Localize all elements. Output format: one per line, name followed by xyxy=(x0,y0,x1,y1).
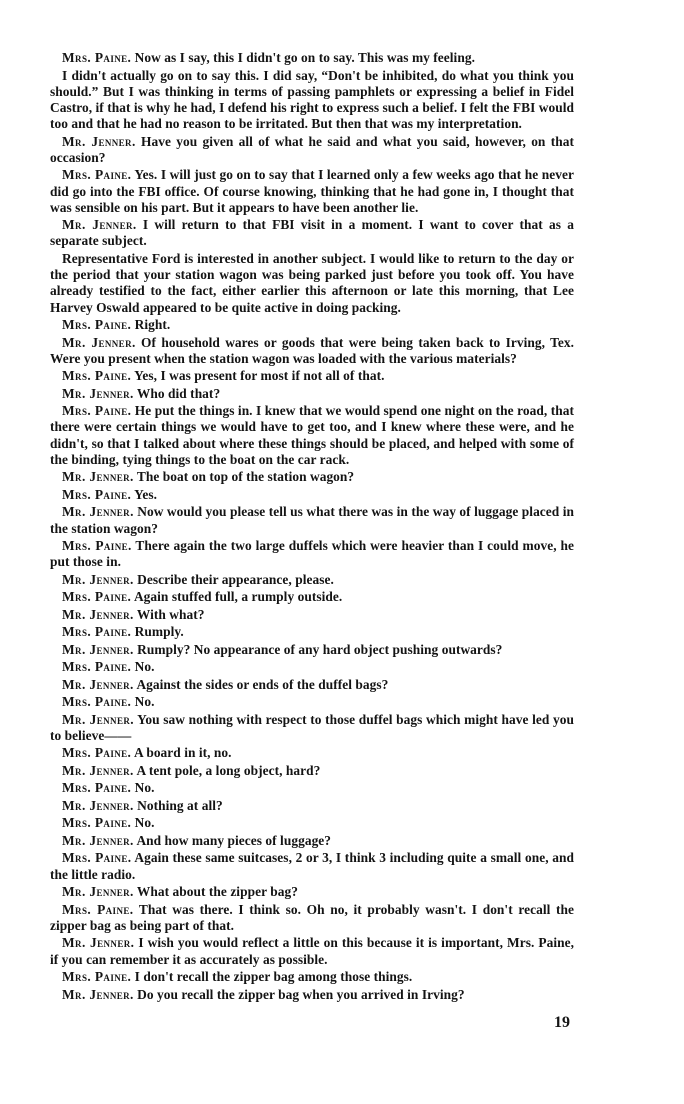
testimony-paragraph xyxy=(50,677,574,693)
testimony-paragraph xyxy=(50,50,574,66)
paragraph-text: No. xyxy=(131,694,155,710)
testimony-paragraph xyxy=(50,469,574,485)
paragraph-text: A board in it, no. xyxy=(131,745,232,761)
paragraph-text: I wish you would reflect a little on this because it is important, Mrs. Paine, if you can remember it as accurately as possible. xyxy=(50,935,575,967)
testimony-paragraph xyxy=(50,317,574,333)
testimony-paragraph xyxy=(50,833,574,849)
speaker-name: Mrs. Paine. xyxy=(62,780,132,796)
speaker-name: Mrs. Paine. xyxy=(62,403,132,419)
speaker-name: Mrs. Paine. xyxy=(62,745,132,761)
testimony-text xyxy=(50,50,574,1004)
speaker-name: Mr. Jenner. xyxy=(62,797,134,813)
speaker-name: Mrs. Paine. xyxy=(62,694,132,710)
testimony-paragraph xyxy=(50,403,574,468)
testimony-paragraph xyxy=(50,694,574,710)
testimony-paragraph xyxy=(50,763,574,779)
paragraph-text: Yes. I will just go on to say that I learned only a few weeks ago that he never did go into the FBI office. Of course knowing, thinking that he had gone in, I thought that was sensible on his part. But it appears to have been another lie. xyxy=(50,167,574,215)
testimony-paragraph xyxy=(50,987,574,1003)
speaker-name: Mr. Jenner. xyxy=(62,606,134,622)
testimony-paragraph xyxy=(50,884,574,900)
speaker-name: Mrs. Paine. xyxy=(62,901,134,917)
speaker-name: Mrs. Paine. xyxy=(62,969,132,985)
testimony-paragraph xyxy=(50,572,574,588)
testimony-paragraph xyxy=(50,798,574,814)
speaker-name: Mr. Jenner. xyxy=(62,133,136,149)
testimony-paragraph xyxy=(50,624,574,640)
paragraph-text: The boat on top of the station wagon? xyxy=(133,469,355,485)
paragraph-text: Representative Ford is interested in another subject. I would like to return to the day or the period that your station wagon was being parked just before you took off. You have already testified to the fact, either earlier this afternoon or late this morning, that Lee Harvey Oswald appeared to be quite active in doing packing. xyxy=(50,250,574,315)
speaker-name: Mr. Jenner. xyxy=(62,469,134,485)
testimony-paragraph xyxy=(50,134,574,166)
testimony-paragraph xyxy=(50,589,574,605)
paragraph-text: Who did that? xyxy=(133,385,221,401)
speaker-name: Mrs. Paine. xyxy=(62,659,132,675)
paragraph-text: Now would you please tell us what there was in the way of luggage placed in the station wagon? xyxy=(50,504,575,536)
testimony-paragraph xyxy=(50,850,574,882)
testimony-paragraph xyxy=(50,538,574,570)
paragraph-text: That was there. I think so. Oh no, it probably wasn't. I don't recall the zipper bag as being part of that. xyxy=(50,901,574,933)
speaker-name: Mrs. Paine. xyxy=(62,317,132,333)
speaker-name: Mrs. Paine. xyxy=(62,624,132,640)
speaker-name: Mr. Jenner. xyxy=(62,504,134,520)
speaker-name: Mr. Jenner. xyxy=(62,217,137,233)
paragraph-text: I will return to that FBI visit in a moment. I want to cover that as a separate subject. xyxy=(50,217,574,249)
paragraph-text: Again these same suitcases, 2 or 3, I think 3 including quite a small one, and the little radio. xyxy=(50,850,574,882)
speaker-name: Mr. Jenner. xyxy=(62,986,134,1002)
speaker-name: Mrs. Paine. xyxy=(62,486,132,502)
paragraph-text: Again stuffed full, a rumply outside. xyxy=(131,589,343,605)
paragraph-text: No. xyxy=(131,815,155,831)
testimony-paragraph xyxy=(50,167,574,216)
paragraph-text: Describe their appearance, please. xyxy=(133,571,334,587)
speaker-name: Mr. Jenner. xyxy=(62,832,134,848)
speaker-name: Mrs. Paine. xyxy=(62,850,132,866)
testimony-paragraph xyxy=(50,68,574,133)
speaker-name: Mr. Jenner. xyxy=(62,762,134,778)
testimony-paragraph xyxy=(50,368,574,384)
testimony-paragraph xyxy=(50,712,574,744)
testimony-paragraph xyxy=(50,607,574,623)
speaker-name: Mrs. Paine. xyxy=(62,815,132,831)
paragraph-text: Right. xyxy=(131,317,171,333)
paragraph-text: He put the things in. I knew that we would spend one night on the road, that there were certain things we would have to get too, and I knew where these were, and he didn't, so that I talked about where these things should be placed, and helped with some of the binding, tying things to the boat on the car rack. xyxy=(50,403,574,467)
speaker-name: Mr. Jenner. xyxy=(62,641,134,657)
testimony-paragraph xyxy=(50,487,574,503)
speaker-name: Mr. Jenner. xyxy=(62,334,136,350)
paragraph-text: Yes. xyxy=(131,486,158,502)
speaker-name: Mr. Jenner. xyxy=(62,385,134,401)
paragraph-text: I didn't actually go on to say this. I did say, “Don't be inhibited, do what you think you should.” But I was thinking in terms of passing pamphlets or expressing a belief in Fidel Castro, if that is why he had, I defend his right to express such a belief. I felt the FBI would too and that he had no reason to be irritated. But then that was my interpretation. xyxy=(50,67,574,132)
paragraph-text: No. xyxy=(131,780,155,796)
speaker-name: Mr. Jenner. xyxy=(62,571,134,587)
speaker-name: Mrs. Paine. xyxy=(62,368,132,384)
paragraph-text: Nothing at all? xyxy=(133,797,223,813)
speaker-name: Mrs. Paine. xyxy=(62,50,132,65)
testimony-paragraph xyxy=(50,504,574,536)
paragraph-text: What about the zipper bag? xyxy=(133,884,298,900)
testimony-paragraph xyxy=(50,815,574,831)
speaker-name: Mr. Jenner. xyxy=(62,711,135,727)
speaker-name: Mr. Jenner. xyxy=(62,676,134,692)
paragraph-text: Rumply? No appearance of any hard object pushing outwards? xyxy=(133,641,503,657)
paragraph-text: Have you given all of what he said and what you said, however, on that occasion? xyxy=(50,133,575,165)
paragraph-text: Do you recall the zipper bag when you arrived in Irving? xyxy=(133,986,465,1002)
paragraph-text: A tent pole, a long object, hard? xyxy=(133,762,321,778)
page-number: 19 xyxy=(554,1014,570,1031)
paragraph-text: Of household wares or goods that were being taken back to Irving, Tex. Were you present when the station wagon was loaded with the various materials? xyxy=(50,334,574,366)
paragraph-text: Against the sides or ends of the duffel bags? xyxy=(133,676,389,692)
paragraph-text: Now as I say, this I didn't go on to say. This was my feeling. xyxy=(131,50,475,65)
paragraph-text: I don't recall the zipper bag among those things. xyxy=(131,969,413,985)
testimony-paragraph xyxy=(50,780,574,796)
speaker-name: Mrs. Paine. xyxy=(62,538,132,554)
paragraph-text: With what? xyxy=(133,606,205,622)
testimony-paragraph xyxy=(50,335,574,367)
paragraph-text: Rumply. xyxy=(131,624,184,640)
testimony-paragraph xyxy=(50,251,574,316)
speaker-name: Mr. Jenner. xyxy=(62,884,134,900)
testimony-paragraph xyxy=(50,902,574,934)
speaker-name: Mr. Jenner. xyxy=(62,935,135,951)
paragraph-text: No. xyxy=(131,659,155,675)
paragraph-text: And how many pieces of luggage? xyxy=(133,832,332,848)
paragraph-text: You saw nothing with respect to those duffel bags which might have led you to believe—— xyxy=(50,711,574,743)
testimony-paragraph xyxy=(50,642,574,658)
testimony-paragraph xyxy=(50,217,574,249)
testimony-paragraph xyxy=(50,659,574,675)
paragraph-text: Yes, I was present for most if not all of that. xyxy=(131,368,385,384)
testimony-paragraph xyxy=(50,386,574,402)
testimony-paragraph xyxy=(50,969,574,985)
testimony-paragraph xyxy=(50,935,574,967)
speaker-name: Mrs. Paine. xyxy=(62,167,132,183)
testimony-paragraph xyxy=(50,745,574,761)
speaker-name: Mrs. Paine. xyxy=(62,589,132,605)
paragraph-text: There again the two large duffels which were heavier than I could move, he put those in. xyxy=(50,538,574,570)
